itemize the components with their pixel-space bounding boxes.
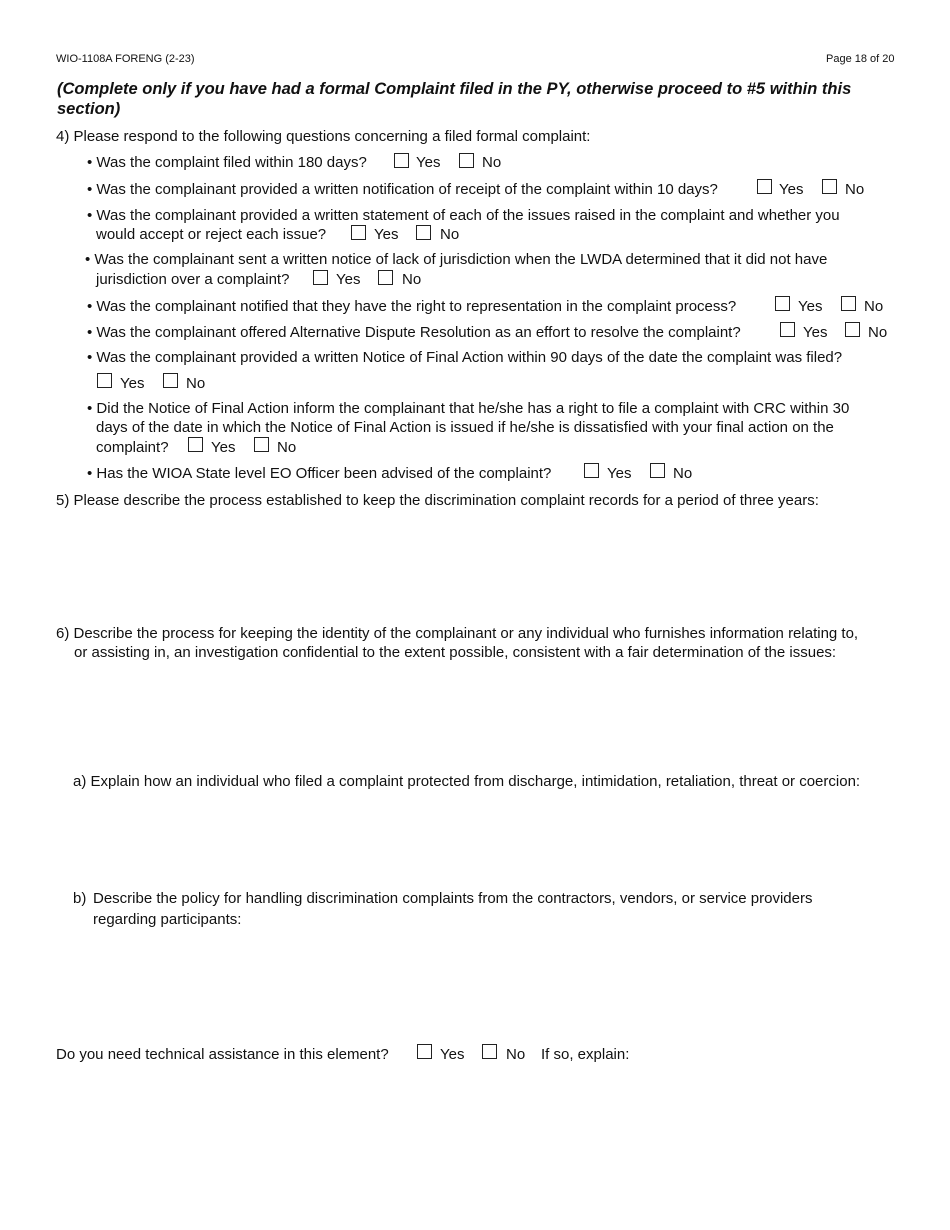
question-5-answer-area[interactable] xyxy=(56,515,896,620)
q4-item-4-line2: jurisdiction over a complaint? xyxy=(96,271,290,288)
q4-item-7-no-checkbox[interactable] xyxy=(163,373,178,388)
q4-item-2-no-label: No xyxy=(845,181,865,198)
question-6-answer-area[interactable] xyxy=(56,667,896,767)
q4-item-9-yes-label: Yes xyxy=(607,465,632,482)
question-6b-label: b) xyxy=(73,890,87,907)
question-6b-line2: regarding participants: xyxy=(93,911,242,928)
q4-item-8-line3: complaint? xyxy=(96,439,169,456)
q4-item-6-yes-label: Yes xyxy=(803,324,828,341)
q4-item-2-no-checkbox[interactable] xyxy=(822,179,837,194)
q4-item-3-no-label: No xyxy=(440,226,460,243)
q4-item-1-yes-label: Yes xyxy=(416,154,441,171)
q4-item-4-no-label: No xyxy=(402,271,422,288)
question-6-line1: 6) Describe the process for keeping the identity of the complainant or any individual who furnishes information relating to, xyxy=(56,625,859,642)
q4-item-9-no-checkbox[interactable] xyxy=(650,463,665,478)
q4-item-7: • Was the complainant provided a written Notice of Final Action within 90 days of the date the complaint was filed? xyxy=(87,349,843,366)
q4-item-4-line1: • Was the complainant sent a written notice of lack of jurisdiction when the LWDA determined that it did not have xyxy=(85,251,828,268)
form-id: WIO-1108A FORENG (2-23) xyxy=(56,53,195,65)
q4-item-1-no-checkbox[interactable] xyxy=(459,153,474,168)
technical-assistance-question: Do you need technical assistance in this element? xyxy=(56,1046,389,1063)
question-6b-answer-area[interactable] xyxy=(73,935,893,1035)
q4-item-8-yes-label: Yes xyxy=(211,439,236,456)
technical-assistance-yes-checkbox[interactable] xyxy=(417,1044,432,1059)
question-6a-answer-area[interactable] xyxy=(73,797,893,887)
q4-item-4-yes-label: Yes xyxy=(336,271,361,288)
q4-item-1-yes-checkbox[interactable] xyxy=(394,153,409,168)
question-6-line2: or assisting in, an investigation confidential to the extent possible, consistent with a fair determination of the issues: xyxy=(74,644,837,661)
q4-item-5-no-checkbox[interactable] xyxy=(841,296,856,311)
technical-assistance-answer-area[interactable] xyxy=(56,1070,896,1190)
q4-item-4-no-checkbox[interactable] xyxy=(378,270,393,285)
q4-item-5-yes-checkbox[interactable] xyxy=(775,296,790,311)
q4-item-5-yes-label: Yes xyxy=(798,298,823,315)
q4-item-1-no-label: No xyxy=(482,154,502,171)
q4-item-9: • Has the WIOA State level EO Officer been advised of the complaint? xyxy=(87,465,552,482)
q4-item-6-no-checkbox[interactable] xyxy=(845,322,860,337)
question-6a: a) Explain how an individual who filed a complaint protected from discharge, intimidation, retaliation, threat or coercion: xyxy=(73,773,861,790)
q4-item-7-yes-label: Yes xyxy=(120,375,145,392)
q4-item-3-yes-label: Yes xyxy=(374,226,399,243)
q4-item-2-yes-label: Yes xyxy=(779,181,804,198)
page-number: Page 18 of 20 xyxy=(826,53,895,65)
q4-item-6-no-label: No xyxy=(868,324,888,341)
technical-assistance-yes-label: Yes xyxy=(440,1046,465,1063)
q4-item-1: • Was the complaint filed within 180 days? xyxy=(87,154,367,171)
q4-item-2: • Was the complainant provided a written notification of receipt of the complaint within 10 days? xyxy=(87,181,718,198)
question-6b-line1: Describe the policy for handling discrimination complaints from the contractors, vendors, or service providers xyxy=(93,890,813,907)
q4-item-3-line1: • Was the complainant provided a written statement of each of the issues raised in the complaint and whether you xyxy=(87,207,840,224)
q4-item-8-no-label: No xyxy=(277,439,297,456)
question-4-prompt: 4) Please respond to the following questions concerning a filed formal complaint: xyxy=(56,128,591,145)
question-5: 5) Please describe the process established to keep the discrimination complaint records for a period of three years: xyxy=(56,492,819,509)
q4-item-8-line1: • Did the Notice of Final Action inform the complainant that he/she has a right to file a complaint with CRC within 30 xyxy=(87,400,850,417)
q4-item-5: • Was the complainant notified that they have the right to representation in the complaint process? xyxy=(87,298,737,315)
q4-item-3-yes-checkbox[interactable] xyxy=(351,225,366,240)
q4-item-8-line2: days of the date in which the Notice of Final Action is issued if he/she is dissatisfied with your final action on the xyxy=(96,419,834,436)
technical-assistance-explain-label: If so, explain: xyxy=(541,1046,630,1063)
q4-item-9-no-label: No xyxy=(673,465,693,482)
technical-assistance-no-label: No xyxy=(506,1046,526,1063)
q4-item-8-yes-checkbox[interactable] xyxy=(188,437,203,452)
technical-assistance-no-checkbox[interactable] xyxy=(482,1044,497,1059)
instruction-note-line1: (Complete only if you have had a formal Complaint filed in the PY, otherwise proceed to #5 within this xyxy=(57,80,852,98)
q4-item-7-yes-checkbox[interactable] xyxy=(97,373,112,388)
q4-item-2-yes-checkbox[interactable] xyxy=(757,179,772,194)
q4-item-5-no-label: No xyxy=(864,298,884,315)
q4-item-7-no-label: No xyxy=(186,375,206,392)
q4-item-3-no-checkbox[interactable] xyxy=(416,225,431,240)
q4-item-6-yes-checkbox[interactable] xyxy=(780,322,795,337)
q4-item-3-line2: would accept or reject each issue? xyxy=(96,226,327,243)
q4-item-8-no-checkbox[interactable] xyxy=(254,437,269,452)
q4-item-6: • Was the complainant offered Alternative Dispute Resolution as an effort to resolve the complaint? xyxy=(87,324,741,341)
q4-item-4-yes-checkbox[interactable] xyxy=(313,270,328,285)
q4-item-9-yes-checkbox[interactable] xyxy=(584,463,599,478)
instruction-note-line2: section) xyxy=(57,100,121,118)
